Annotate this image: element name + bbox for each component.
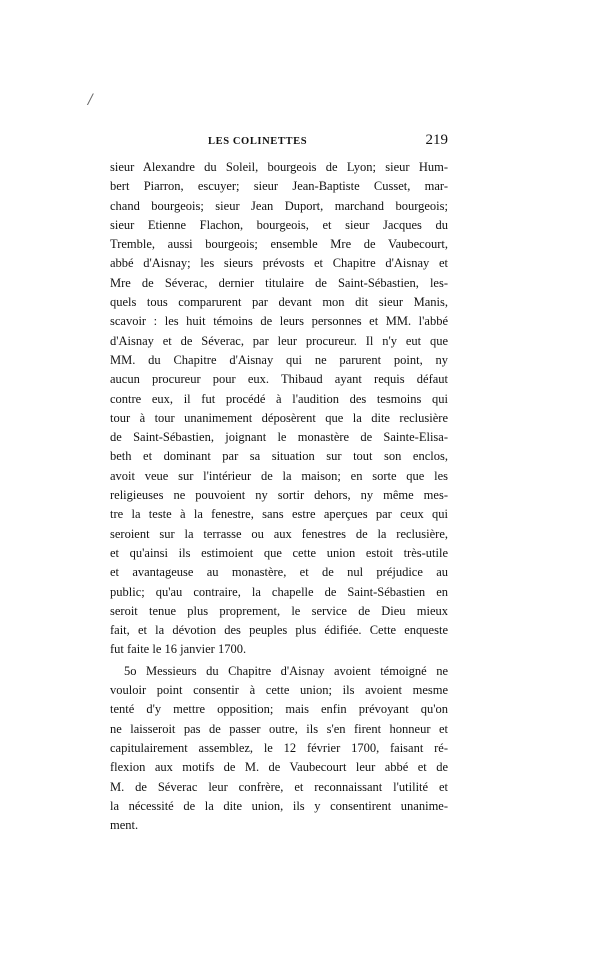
text-line: ne laisseroit pas de passer outre, ils s'en firent honneur et — [110, 721, 448, 736]
text-line: seroit tenue plus proprement, le service de Dieu mieux — [110, 603, 448, 618]
text-line: Tremble, aussi bourgeois; ensemble Mre de Vaubecourt, — [110, 237, 448, 252]
paragraph-2 — [110, 662, 448, 836]
text-line: chand bourgeois; sieur Jean Duport, marchand bourgeois; — [110, 198, 448, 213]
text-line: sieur Etienne Flachon, bourgeois, et sieur Jacques du — [110, 217, 448, 232]
page-header — [110, 132, 448, 152]
text-line: fait, et la dévotion des peuples plus édifiée. Cette enqueste — [110, 623, 448, 638]
text-line: tre la teste à la fenestre, sans estre aperçues par ceux qui — [110, 507, 448, 522]
text-line: quels tous comparurent par devant mon dit sieur Manis, — [110, 295, 448, 310]
text-line: public; qu'au contraire, la chapelle de Saint-Sébastien en — [110, 584, 448, 599]
text-line: scavoir : les huit témoins de leurs personnes et MM. l'abbé — [110, 314, 448, 329]
running-head: LES COLINETTES — [208, 136, 308, 147]
text-line: vouloir point consentir à cette union; ils avoient mesme — [110, 683, 448, 698]
text-line: sieur Alexandre du Soleil, bourgeois de Lyon; sieur Hum- — [110, 160, 448, 174]
page-number: 219 — [425, 132, 448, 148]
text-line: 5o Messieurs du Chapitre d'Aisnay avoient témoigné ne — [124, 663, 448, 678]
text-line: et avantageuse au monastère, et de nul préjudice au — [110, 565, 448, 580]
text-line: beth et dominant par sa situation sur tout son enclos, — [110, 449, 448, 464]
text-line: seroient sur la terrasse ou aux fenestres de la reclusière, — [110, 526, 448, 541]
text-line: flexion aux motifs de M. de Vaubecourt leur abbé et de — [110, 760, 448, 775]
text-line: contre eux, il fut procédé à l'audition des tesmoins qui — [110, 391, 448, 406]
text-line: tenté d'y mettre opposition; mais enfin prévoyant qu'on — [110, 702, 448, 717]
text-line: de Saint-Sébastien, joignant le monastère de Sainte-Elisa- — [110, 430, 448, 445]
text-line: fut faite le 16 janvier 1700. — [110, 642, 247, 657]
text-line: religieuses ne pouvoient ny sortir dehors, ny même mes- — [110, 488, 448, 503]
text-line: capitulairement assemblez, le 12 février 1700, faisant ré- — [110, 740, 448, 755]
text-line: la nécessité de la dite union, ils y consentirent unanime- — [110, 798, 448, 813]
text-line: aucun procureur pour eux. Thibaud ayant requis défaut — [110, 372, 448, 387]
text-line: abbé d'Aisnay; les sieurs prévosts et Chapitre d'Aisnay et — [110, 256, 448, 271]
text-line: tour à tour unanimement déposèrent que la dite reclusière — [110, 410, 448, 425]
paragraph-1 — [110, 158, 448, 660]
text-line: M. de Séverac leur confrère, et reconnaissant l'utilité et — [110, 779, 448, 794]
text-line: d'Aisnay et de Séverac, par leur procureur. Il n'y eut que — [110, 333, 448, 348]
text-line: bert Piarron, escuyer; sieur Jean-Baptiste Cusset, mar- — [110, 179, 448, 194]
stray-pen-mark: / — [88, 92, 93, 108]
body-text — [110, 158, 448, 835]
text-line: et qu'ainsi ils estimoient que cette union estoit très-utile — [110, 545, 448, 560]
text-line: avoit veue sur l'intérieur de la maison; en sorte que les — [110, 468, 448, 483]
text-line: MM. du Chapitre d'Aisnay qui ne parurent point, ny — [110, 352, 448, 367]
text-line: ment. — [110, 818, 139, 833]
text-line: Mre de Séverac, dernier titulaire de Saint-Sébastien, les- — [110, 275, 448, 290]
